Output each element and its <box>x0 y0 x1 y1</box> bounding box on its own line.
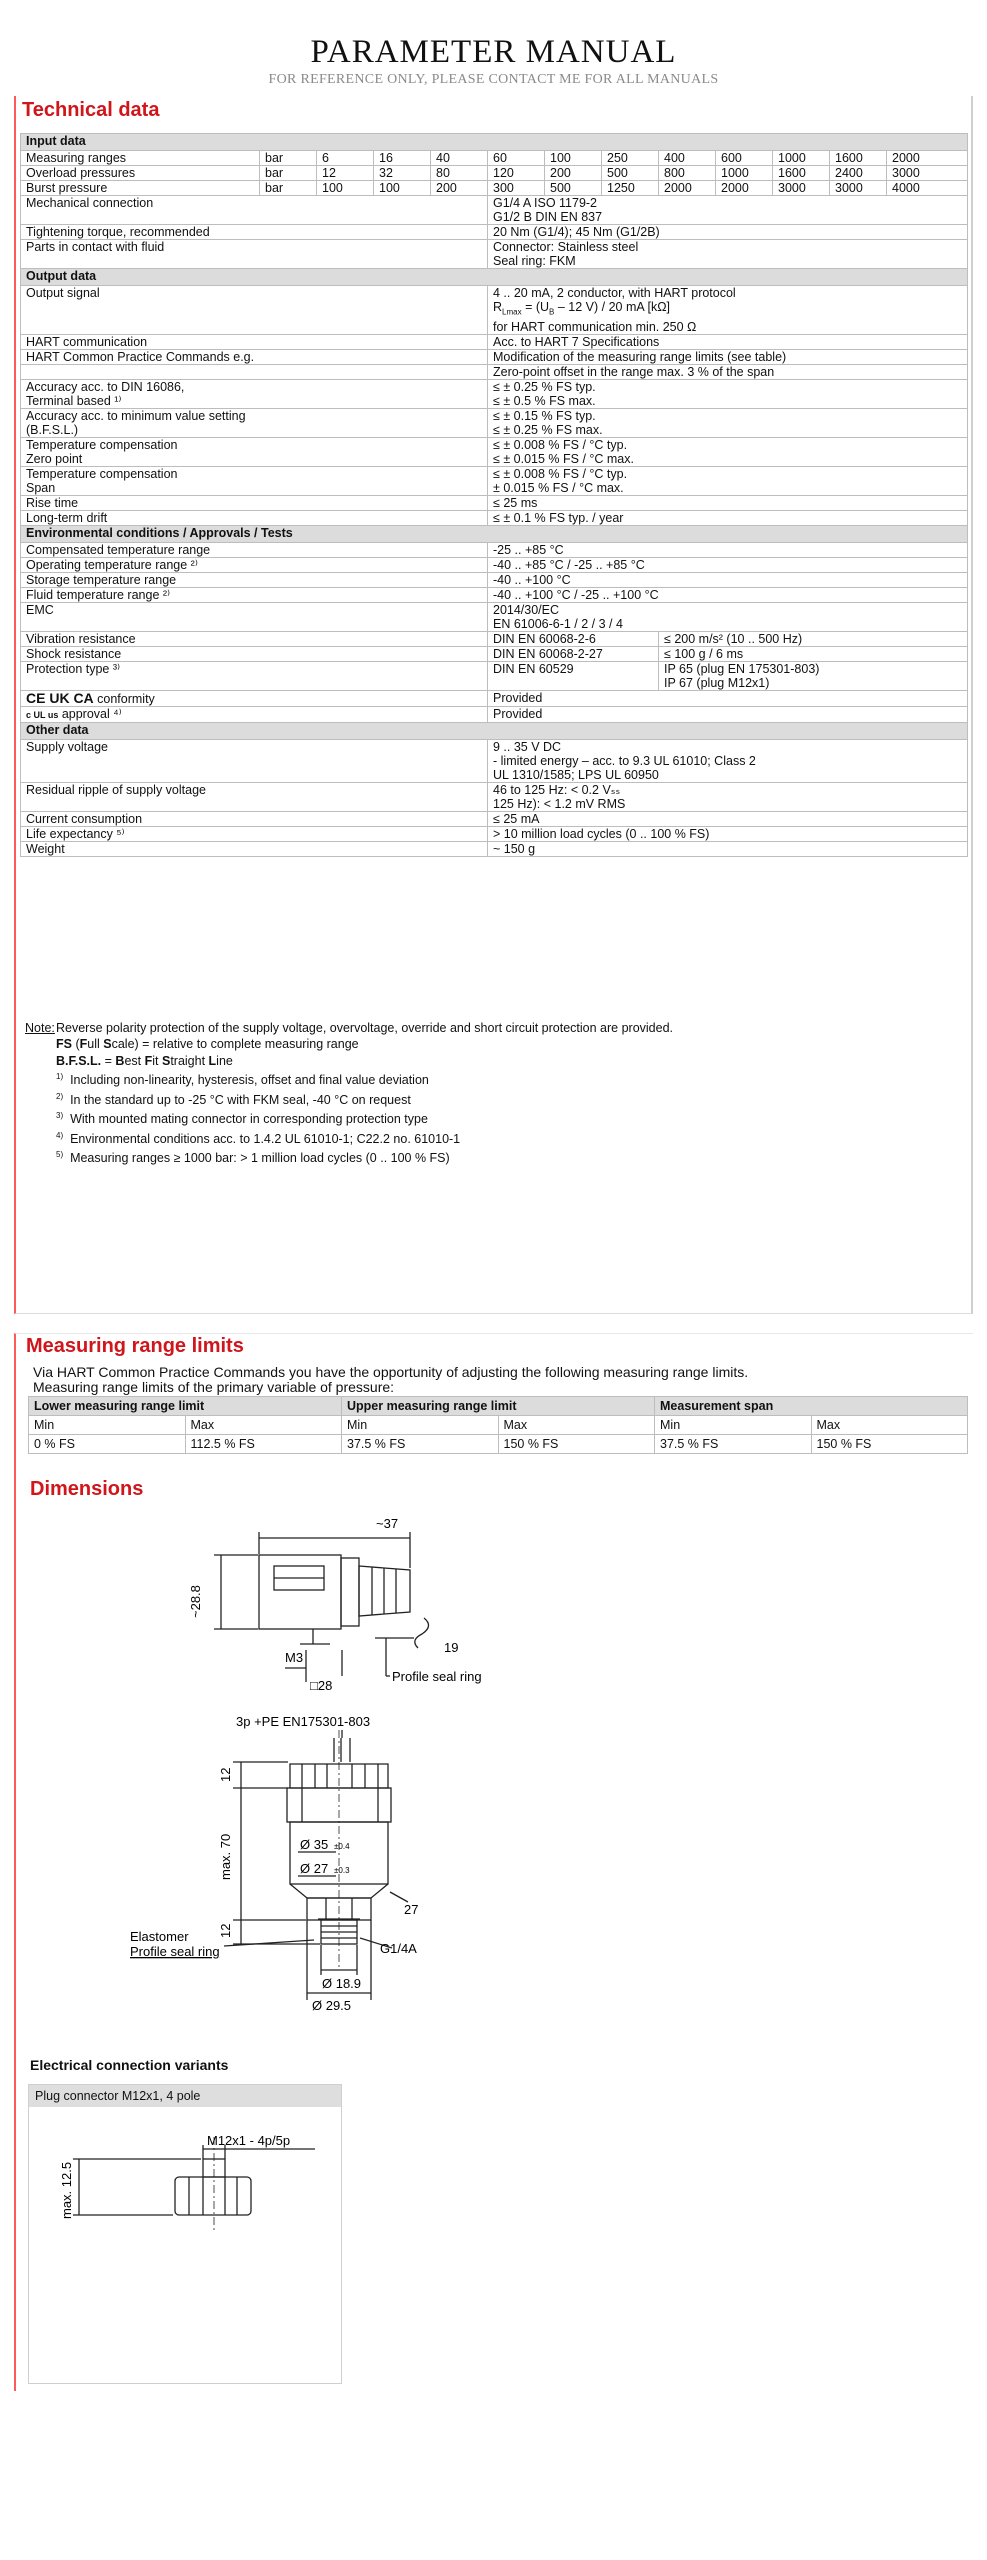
row-label: Tightening torque, recommended <box>21 225 488 240</box>
measuring-intro-line2: Measuring range limits of the primary variable of pressure: <box>33 1379 395 1395</box>
range-value: 500 <box>602 166 659 181</box>
row-value: ~ 150 g <box>488 841 968 856</box>
env-row <box>21 572 968 587</box>
ce-row <box>21 690 968 706</box>
dim-elastomer: Elastomer <box>130 1929 189 1944</box>
row-value: ≤ 200 m/s² (10 .. 500 Hz) <box>659 631 968 646</box>
range-value: 16 <box>374 151 431 166</box>
footnote <box>25 1089 965 1109</box>
note-fs: FS (Full Scale) = relative to complete measuring range <box>56 1037 359 1052</box>
range-label: Measuring ranges <box>21 151 260 166</box>
dim-27: 27 <box>404 1902 419 1917</box>
row-standard: DIN EN 60068-2-6 <box>488 631 659 646</box>
range-value: 60 <box>488 151 545 166</box>
electrical-heading: Electrical connection variants <box>30 2057 229 2073</box>
range-row <box>21 151 968 166</box>
input-header <box>21 134 968 151</box>
range-value: 100 <box>317 181 374 196</box>
dim-profile-seal-2: Profile seal ring <box>130 1944 220 1959</box>
output-row <box>21 349 968 364</box>
mr-value: 150 % FS <box>811 1435 968 1454</box>
output-header-label: Output data <box>21 269 968 286</box>
row-value: Modification of the measuring range limits (see table) <box>488 349 968 364</box>
footnote <box>25 1069 965 1089</box>
range-value: 3000 <box>887 166 968 181</box>
env-row <box>21 602 968 631</box>
mr-value: 37.5 % FS <box>342 1435 499 1454</box>
output-header <box>21 269 968 286</box>
row-value: ≤ ± 0.15 % FS typ. ≤ ± 0.25 % FS max. <box>488 408 968 437</box>
row-label: Fluid temperature range ²⁾ <box>21 587 488 602</box>
row-value: -40 .. +100 °C / -25 .. +100 °C <box>488 587 968 602</box>
page-subtitle: FOR REFERENCE ONLY, PLEASE CONTACT ME FOR ALL MANUALS <box>268 72 719 87</box>
range-value: 32 <box>374 166 431 181</box>
row-value: Provided <box>488 706 968 722</box>
technical-heading: Technical data <box>22 99 160 121</box>
input-row <box>21 225 968 240</box>
other-header <box>21 722 968 739</box>
range-value: 400 <box>659 151 716 166</box>
dim-12-top: 12 <box>218 1767 233 1782</box>
range-unit: bar <box>260 166 317 181</box>
row-value: ≤ ± 0.25 % FS typ. ≤ ± 0.5 % FS max. <box>488 379 968 408</box>
m12-drawing <box>29 2107 341 2383</box>
mr-sub: Min <box>29 1416 186 1435</box>
row-value: -40 .. +85 °C / -25 .. +85 °C <box>488 557 968 572</box>
dim-max-12-5: max. 12.5 <box>59 2161 74 2219</box>
row-value: -25 .. +85 °C <box>488 542 968 557</box>
range-value: 2400 <box>830 166 887 181</box>
row-label: Protection type ³⁾ <box>21 661 488 690</box>
range-label: Burst pressure <box>21 181 260 196</box>
row-label: Output signal <box>21 286 488 335</box>
other-row <box>21 826 968 841</box>
row-label: EMC <box>21 602 488 631</box>
row-label: Shock resistance <box>21 646 488 661</box>
footnote <box>25 1108 965 1128</box>
output-row <box>21 437 968 466</box>
output-row <box>21 466 968 495</box>
dim-m3: M3 <box>285 1650 304 1665</box>
dim-37: ~37 <box>376 1516 399 1531</box>
row-value: > 10 million load cycles (0 .. 100 % FS) <box>488 826 968 841</box>
range-value: 80 <box>431 166 488 181</box>
mr-value: 112.5 % FS <box>185 1435 342 1454</box>
row-label: Operating temperature range ²⁾ <box>21 557 488 572</box>
range-unit: bar <box>260 151 317 166</box>
range-value: 500 <box>545 181 602 196</box>
row-value: 4 .. 20 mA, 2 conductor, with HART protocol $R_{Lmax} = (U_B - 12$ V) / 20 mA [kΩ] for HART communication min. 250 Ω <box>488 286 968 335</box>
footnote-text: $^{3)}$ With mounted mating connector in corresponding protection type <box>56 1111 428 1127</box>
row-label: Storage temperature range <box>21 572 488 587</box>
row-value: Acc. to HART 7 Specifications <box>488 334 968 349</box>
dim-19: 19 <box>444 1640 459 1655</box>
row-value: Connector: Stainless steel Seal ring: FKM <box>488 240 968 269</box>
row-value: 9 .. 35 V DC - limited energy – acc. to 9.3 UL 61010; Class 2 UL 1310/1585; LPS UL 60950 <box>488 739 968 782</box>
output-row <box>21 379 968 408</box>
input-row <box>21 240 968 269</box>
mr-sub: Max <box>498 1416 655 1435</box>
output-row <box>21 495 968 510</box>
row-label: CE UK CA conformity <box>21 690 488 706</box>
dim-d27-tol: ±0.3 <box>334 1866 350 1875</box>
range-value: 1000 <box>773 151 830 166</box>
row-label: HART Common Practice Commands e.g. <box>21 349 488 364</box>
note-key: Note: <box>25 1021 55 1035</box>
ul-row <box>21 706 968 722</box>
other-header-label: Other data <box>21 722 968 739</box>
row-standard: DIN EN 60068-2-27 <box>488 646 659 661</box>
dim-m12: M12x1 - 4p/5p <box>207 2133 291 2148</box>
env-row <box>21 557 968 572</box>
input-row <box>21 196 968 225</box>
dim-profile-seal: Profile seal ring <box>392 1669 482 1684</box>
mr-value: 0 % FS <box>29 1435 186 1454</box>
measuring-heading: Measuring range limits <box>26 1335 244 1357</box>
range-value: 3000 <box>830 181 887 196</box>
dim-d35-tol: ±0.4 <box>334 1842 350 1851</box>
footnote-text: $^{2)}$ In the standard up to -25 °C with FKM seal, -40 °C on request <box>56 1091 411 1107</box>
row-value: ≤ 25 mA <box>488 811 968 826</box>
range-value: 12 <box>317 166 374 181</box>
dim-g14a: G1/4A <box>380 1941 417 1956</box>
technical-table <box>20 133 968 857</box>
row-value: ≤ ± 0.008 % FS / °C typ. ≤ ± 0.015 % FS / °C max. <box>488 437 968 466</box>
row-label: Parts in contact with fluid <box>21 240 488 269</box>
range-value: 6 <box>317 151 374 166</box>
measuring-table <box>28 1396 968 1454</box>
row-label: c UL us approval ⁴⁾ <box>21 706 488 722</box>
dim-d35: Ø 35 <box>300 1837 329 1852</box>
mr-value: 37.5 % FS <box>655 1435 812 1454</box>
row-label: Mechanical connection <box>21 196 488 225</box>
row-label: Long-term drift <box>21 510 488 525</box>
range-value: 1600 <box>773 166 830 181</box>
range-label: Overload pressures <box>21 166 260 181</box>
row-label: Compensated temperature range <box>21 542 488 557</box>
measuring-intro-line1: Via HART Common Practice Commands you have the opportunity of adjusting the following measuring range limits. <box>33 1364 749 1380</box>
row-value: 20 Nm (G1/4); 45 Nm (G1/2B) <box>488 225 968 240</box>
env-split-row <box>21 646 968 661</box>
range-value: 3000 <box>773 181 830 196</box>
row-label: Rise time <box>21 495 488 510</box>
dimensions-heading: Dimensions <box>30 1478 144 1500</box>
range-unit: bar <box>260 181 317 196</box>
mr-sub: Max <box>811 1416 968 1435</box>
row-value: ≤ 25 ms <box>488 495 968 510</box>
row-value: ≤ 100 g / 6 ms <box>659 646 968 661</box>
output-row <box>21 510 968 525</box>
electrical-box-title: Plug connector M12x1, 4 pole <box>29 2085 341 2107</box>
note-first: Reverse polarity protection of the supply voltage, overvoltage, override and short circuit protection are provided. <box>56 1021 673 1035</box>
footnote <box>25 1147 965 1167</box>
row-label: Life expectancy ⁵⁾ <box>21 826 488 841</box>
row-value: ≤ ± 0.008 % FS / °C typ. ± 0.015 % FS / °C max. <box>488 466 968 495</box>
env-row <box>21 542 968 557</box>
range-value: 200 <box>545 166 602 181</box>
row-standard: DIN EN 60529 <box>488 661 659 690</box>
range-value: 120 <box>488 166 545 181</box>
row-label: Temperature compensation Span <box>21 466 488 495</box>
footnote-text: $^{4)}$ Environmental conditions acc. to 1.4.2 UL 61010-1; C22.2 no. 61010-1 <box>56 1130 461 1147</box>
dim-28-8: ~28.8 <box>188 1585 203 1618</box>
range-value: 2000 <box>887 151 968 166</box>
row-label: Weight <box>21 841 488 856</box>
range-value: 4000 <box>887 181 968 196</box>
row-label: Supply voltage <box>21 739 488 782</box>
output-row <box>21 334 968 349</box>
range-value: 1250 <box>602 181 659 196</box>
notes <box>25 1020 965 1167</box>
mr-sub: Min <box>342 1416 499 1435</box>
other-row <box>21 841 968 856</box>
dim-12-bottom: 12 <box>218 1923 233 1938</box>
footnote-text: $^{1)}$ Including non-linearity, hysteresis, offset and final value deviation <box>56 1072 429 1088</box>
row-label: Accuracy acc. to minimum value setting (B.F.S.L.) <box>21 408 488 437</box>
mr-head-upper: Upper measuring range limit <box>342 1397 655 1416</box>
note-bfsl: B.F.S.L. = Best Fit Straight Line <box>56 1053 233 1068</box>
range-row <box>21 181 968 196</box>
range-value: 100 <box>374 181 431 196</box>
other-row <box>21 739 968 782</box>
row-label: Vibration resistance <box>21 631 488 646</box>
row-value: ≤ ± 0.1 % FS typ. / year <box>488 510 968 525</box>
other-row <box>21 811 968 826</box>
electrical-box <box>28 2084 342 2384</box>
range-value: 200 <box>431 181 488 196</box>
row-value: Zero-point offset in the range max. 3 % of the span <box>488 364 968 379</box>
range-value: 300 <box>488 181 545 196</box>
env-split-row <box>21 631 968 646</box>
row-value: G1/4 A ISO 1179-2 G1/2 B DIN EN 837 <box>488 196 968 225</box>
range-value: 2000 <box>659 181 716 196</box>
output-row <box>21 364 968 379</box>
row-label: Current consumption <box>21 811 488 826</box>
mr-sub: Max <box>185 1416 342 1435</box>
env-split-row <box>21 661 968 690</box>
range-value: 2000 <box>716 181 773 196</box>
dim-max-70: max. 70 <box>218 1833 233 1880</box>
mr-sub: Min <box>655 1416 812 1435</box>
dim-sq28: □28 <box>310 1678 333 1693</box>
row-label <box>21 364 488 379</box>
footnote <box>25 1128 965 1148</box>
output-row <box>21 408 968 437</box>
range-row <box>21 166 968 181</box>
dim-d18-9: Ø 18.9 <box>322 1976 362 1991</box>
row-label: Temperature compensation Zero point <box>21 437 488 466</box>
measuring-intro <box>33 1365 963 1395</box>
range-value: 600 <box>716 151 773 166</box>
range-value: 250 <box>602 151 659 166</box>
output-signal-row <box>21 286 968 335</box>
mr-head-lower: Lower measuring range limit <box>29 1397 342 1416</box>
env-row <box>21 587 968 602</box>
row-value: 2014/30/EC EN 61006-6-1 / 2 / 3 / 4 <box>488 602 968 631</box>
row-value: IP 65 (plug EN 175301-803) IP 67 (plug M12x1) <box>659 661 968 690</box>
input-header-label: Input data <box>21 134 968 151</box>
other-row <box>21 782 968 811</box>
mr-value: 150 % FS <box>498 1435 655 1454</box>
row-value: -40 .. +100 °C <box>488 572 968 587</box>
footnote-text: $^{5)}$ Measuring ranges ≥ 1000 bar: > 1 million load cycles (0 .. 100 % FS) <box>56 1150 450 1166</box>
dimension-drawing <box>0 1500 987 2040</box>
dim-d29-5: Ø 29.5 <box>312 1998 352 2013</box>
env-header <box>21 525 968 542</box>
range-value: 1600 <box>830 151 887 166</box>
range-value: 40 <box>431 151 488 166</box>
env-header-label: Environmental conditions / Approvals / Tests <box>21 525 968 542</box>
page-title: PARAMETER MANUAL <box>310 34 677 70</box>
range-value: 100 <box>545 151 602 166</box>
dim-d27: Ø 27 <box>300 1861 329 1876</box>
row-label: HART communication <box>21 334 488 349</box>
row-label: Accuracy acc. to DIN 16086, Terminal based ¹⁾ <box>21 379 488 408</box>
row-label: Residual ripple of supply voltage <box>21 782 488 811</box>
dim-plug-spec: 3p +PE EN175301-803 <box>236 1714 371 1729</box>
row-value: Provided <box>488 690 968 706</box>
row-value: 46 to 125 Hz: < 0.2 Vₛₛ 125 Hz): < 1.2 mV RMS <box>488 782 968 811</box>
mr-head-span: Measurement span <box>655 1397 968 1416</box>
range-value: 1000 <box>716 166 773 181</box>
range-value: 800 <box>659 166 716 181</box>
